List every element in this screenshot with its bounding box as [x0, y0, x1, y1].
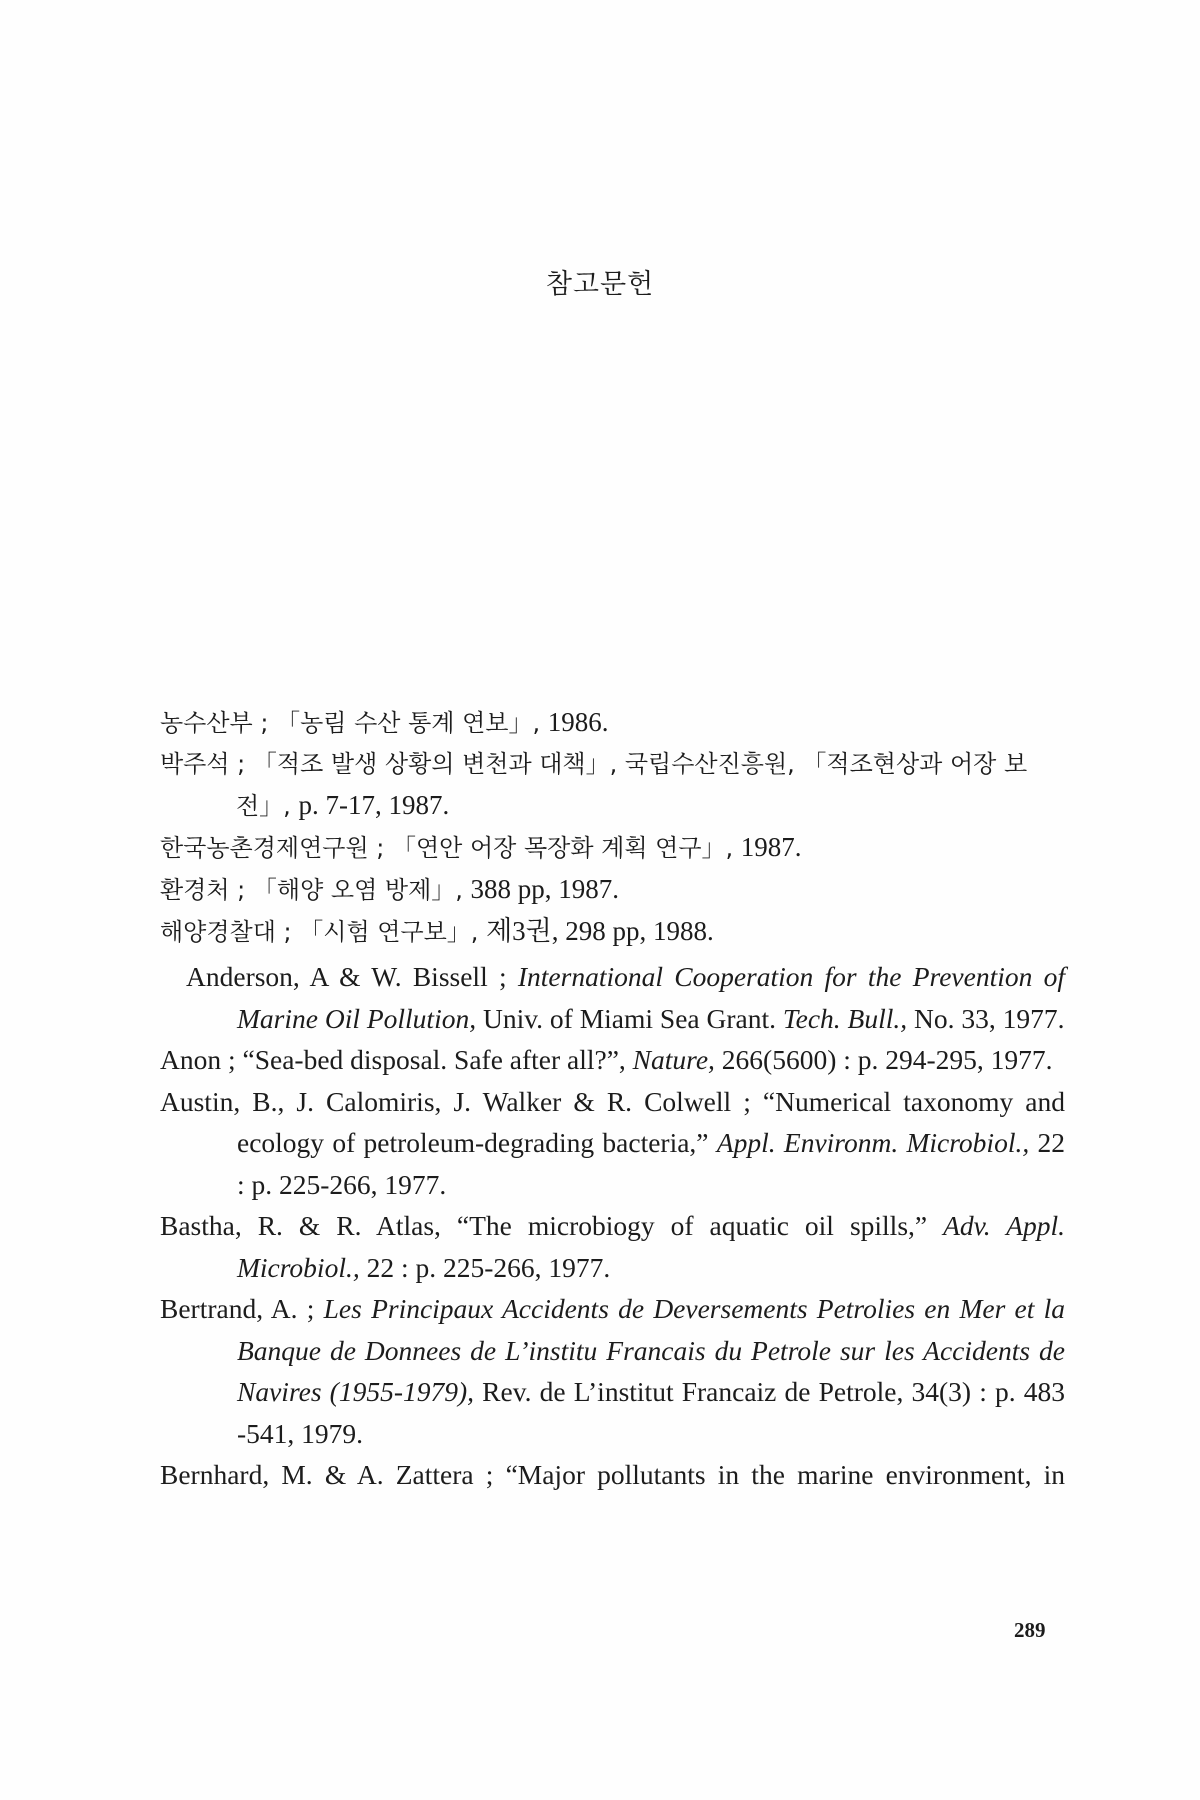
reference-entry-bernhard — [160, 1454, 1065, 1496]
reference-authors: Austin, B., J. Calomiris, J. Walker & R. Colwell ; “Numerical taxonomy and ecology of petroleum-degrading bacteria,” — [160, 1085, 1065, 1158]
reference-journal: Nature, — [632, 1044, 715, 1075]
reference-pages: 22 : p. 225-266, 1977. — [359, 1251, 611, 1283]
reference-entry-anderson — [186, 956, 1065, 1039]
english-reference-list — [160, 956, 1065, 1496]
reference-text: 박주석 ; 「적조 발생 상황의 변천과 대책」, 국립수산진흥원, 「적조현상과 어장 보전」, — [160, 750, 1028, 820]
reference-source: Univ. of Miami Sea Grant. — [476, 1002, 783, 1034]
reference-entry-anon — [160, 1039, 1065, 1081]
reference-authors: Bastha, R. & R. Atlas, “The microbiogy of aquatic oil spills,” — [160, 1210, 944, 1241]
reference-entry — [160, 911, 1080, 953]
reference-year: 388 pp, 1987. — [470, 874, 620, 904]
reference-text: 농수산부 ; 「농림 수산 통계 연보」, — [160, 709, 548, 737]
reference-series: Tech. Bull., — [782, 1002, 908, 1034]
reference-text: 환경처 ; 「해양 오염 방제」, — [160, 876, 471, 904]
reference-year: 1986. — [547, 707, 609, 737]
reference-entry-austin — [160, 1081, 1065, 1206]
reference-entry — [160, 827, 1080, 869]
reference-pages: 22 : p. 225-266, 1977. — [237, 1127, 1066, 1200]
reference-entry — [160, 702, 1080, 744]
reference-entry — [160, 744, 1080, 827]
reference-source: Rev. de L’institut Francaiz de Petrole, 34(3) : p. 483 -541, 1979. — [237, 1376, 1065, 1449]
reference-year: p. 7-17, 1987. — [298, 790, 450, 820]
reference-authors: Bertrand, A. ; — [160, 1293, 324, 1324]
reference-journal: Adv. Appl. Microbiol., — [237, 1210, 1065, 1283]
reference-entry-bertrand — [160, 1288, 1065, 1454]
reference-entry-bastha — [160, 1205, 1065, 1288]
reference-pages: 266(5600) : p. 294-295, 1977. — [714, 1044, 1053, 1075]
reference-title: Les Principaux Accidents de Deversements Petrolies en Mer et la Banque de Donnees de L’institu Francais du Petrole sur les Accidents de Navires (1955-1979), — [237, 1293, 1065, 1407]
reference-authors: Anon ; “Sea-bed disposal. Safe after all?”, — [160, 1044, 633, 1075]
reference-text: 해양경찰대 ; 「시험 연구보」, — [160, 918, 487, 946]
page-title: 참고문헌 — [545, 269, 655, 300]
page-number: 289 — [1014, 1618, 1046, 1642]
reference-year: 제3권, 298 pp, 1988. — [486, 916, 714, 946]
reference-title: International Cooperation for the Prevention of Marine Oil Pollution, — [237, 961, 1065, 1034]
korean-reference-list — [160, 702, 1080, 953]
reference-issue: No. 33, 1977. — [907, 1002, 1065, 1034]
reference-entry — [160, 869, 1080, 911]
reference-year: 1987. — [740, 832, 802, 862]
reference-text: 한국농촌경제연구원 ; 「연안 어장 목장화 계획 연구」, — [160, 834, 741, 862]
reference-journal: Appl. Environm. Microbiol., — [716, 1127, 1030, 1158]
reference-authors: Anderson, A & W. Bissell ; — [186, 961, 518, 992]
reference-authors: Bernhard, M. & A. Zattera ; “Major pollutants in the marine environment, in — [160, 1459, 1065, 1490]
